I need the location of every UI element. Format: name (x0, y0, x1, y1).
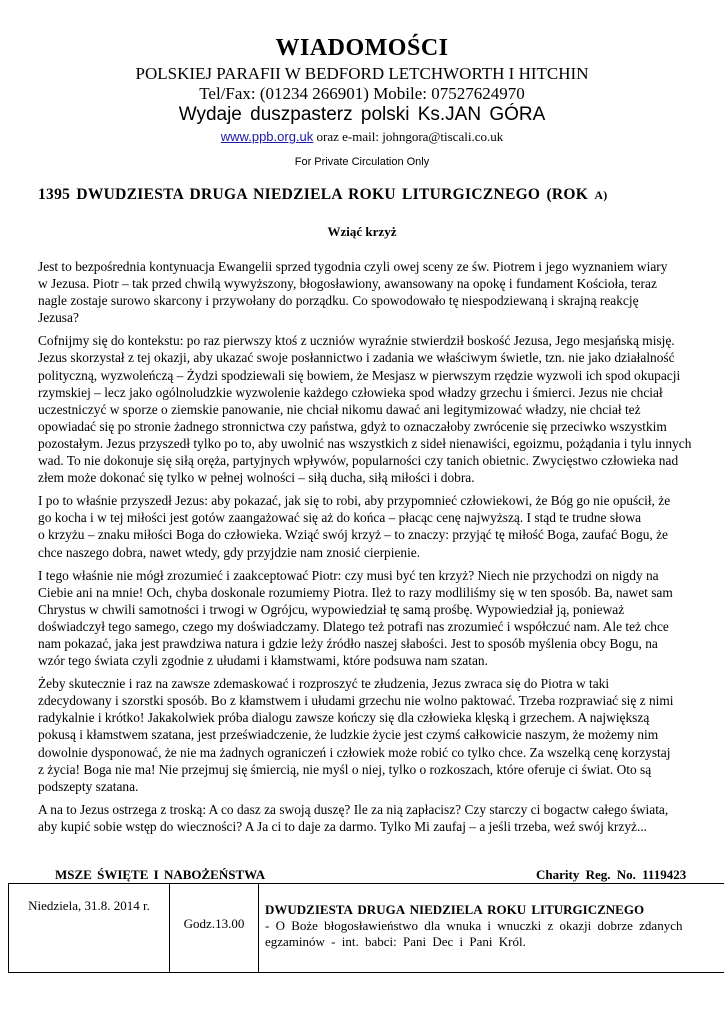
newsletter-title: WIADOMOŚCI (275, 35, 449, 61)
article-line: I tego właśnie nie mógł zrozumieć i zaakceptować Piotr: czy musi być ten krzyż? Niech nie przychodzi on nigdy na (38, 567, 659, 583)
article-line: Ciebie ani na mnie! Och, chyba doskonale rozumiemy Piotra. Ileż to razy modliliśmy się w ten sposób. Ba, nawet sam (38, 584, 673, 600)
schedule-time: Godz.13.00 (170, 884, 259, 973)
contact-links (0, 129, 724, 145)
article-paragraph (38, 801, 724, 835)
article-line: radykalnie i krótko! Jakakolwiek próba dialogu zawsze kończy się dla człowieka klęską i grzechem. A największą (38, 710, 650, 726)
article-line: nam pokazać, jaka jest prawdziwa natura i gdzie leży źródło naszej słabości. Jest to sposób myślenia obcy Bogu, na (38, 635, 658, 651)
article-line: go kocha i w tej miłości jest gotów zaangażować się aż do końca – płacąc cenę najwyższą. I stąd te trudne słowa (38, 510, 642, 526)
article-line: opowiadać się po stronie żadnego stronnictwa czy państwa, gdyż to oznaczałoby zwrócenie się przeciwko wszystkim (38, 418, 667, 434)
article-line: wad. To nie dokonuje się siłą oręża, partyjnych wpływów, popularności czy tanich obietnic. Zwycięstwo człowieka nad (38, 453, 679, 469)
schedule-date: Niedziela, 31.8. 2014 r. (9, 884, 170, 973)
article-paragraph (38, 258, 724, 326)
email-text: oraz e-mail: johngora@tiscali.co.uk (313, 129, 504, 144)
article-paragraph (38, 567, 724, 670)
article-line: Jezus skorzystał z tej okazji, aby ukazać swoje posłannictwo i zadania we właściwym świetle, tzn. nie jako działalność (38, 350, 675, 366)
issue-heading-suffix: A) (594, 188, 608, 202)
article-line: pozostałym. Jezus przyszedł tylko po to, aby uwolnić nas wszystkich z sideł nienawiści, egoizmu, pożądania i tylu innych (38, 435, 692, 451)
article-line: podszepty szatana. (38, 778, 139, 794)
article-line: w Jezusa. Piotr – tak przed chwilą wywyższony, błogosławiony, awansowany na opokę i fundament Kościoła, teraz (38, 276, 657, 292)
article-line: Jezusa? (38, 310, 79, 326)
schedule-intention: - O Boże błogosławieństwo dla wnuka i wnuczki z okazji dobrze zdanych (265, 918, 683, 933)
article-line: Żeby skutecznie i raz na zawsze zdemaskować i rozproszyć te złudzenia, Jezus zwraca się do Piotra w taki (38, 676, 610, 692)
article-line: o krzyżu – znaku miłości Boga do człowieka. Wziąć swój krzyż – to znaczy: przyjąć tę miłość Boga, zaufać Bogu, że (38, 527, 668, 543)
article-line: uczestniczyć w sporze o ziemskie panowanie, nie chciał nikomu dawać ani legitymizować władzy, nie chciał też (38, 401, 641, 417)
schedule-heading: MSZE ŚWIĘTE I NABOŻEŃSTWA (55, 867, 266, 882)
article-line: z życia! Boga nie ma! Nie przejmuj się śmiercią, nie myśl o niej, tylko o rozkoszach, które oferuje ci świat. Oto są (38, 761, 652, 777)
article-line: nagle zostaje surowo skarcony i przywołany do porządku. Co spowodowało tę niespodziewaną i skrajną reakcję (38, 293, 639, 309)
article-line: złem może dokonać się tylko w pełnej wolności – siłą ducha, siłą miłości i dobra. (38, 470, 475, 486)
article-title: Wziąć krzyż (327, 224, 397, 239)
article-line: dowolnie dysponować, że nie ma żadnych ograniczeń i człowiek może robić co tylko chce. Za wszelką cenę korzystaj (38, 744, 671, 760)
issue-heading (38, 186, 608, 204)
contact-phone: Tel/Fax: (01234 266901) Mobile: 07527624970 (199, 84, 525, 103)
article-line: rzymskiej – lecz jako ogólnoludzkie wyzwolenie każdego człowieka spod władzy grzechu i śmierci. Jezus nie chciał (38, 384, 663, 400)
charity-number: Charity Reg. No. 1119423 (536, 867, 687, 882)
table-row (9, 884, 724, 973)
article-line: zdecydowany i szorstki sposób. Bo z kłamstwem i ułudami grzechu nie wolno paktować. Trzeba rozprawiać się z nimi (38, 693, 674, 709)
article-line: pokusą i kłamstwem szatana, jest przeświadczenie, że ludzkie życie jest czymś całkowicie naszym, że możemy nim (38, 727, 659, 743)
article-line: Cofnijmy się do kontekstu: po raz pierwszy ktoś z uczniów wyraźnie stwierdził boskość Jezusa, Jego mesjańską misję. (38, 333, 675, 349)
article-line: polityczną, wyzwoleńczą – Żydzi spodziewali się bowiem, że Mesjasz w pierwszym rzędzie wyzwoli ich spod okupacji (38, 367, 681, 383)
schedule-table (8, 883, 724, 973)
publisher-line: Wydaje duszpasterz polski Ks.JAN GÓRA (178, 104, 546, 125)
article-line: Jest to bezpośrednia kontynuacja Ewangelii sprzed tygodnia czyli owej sceny ze św. Piotrem i jego wyznaniem wiary (38, 259, 668, 274)
article-line: wzór tego świata czyli zgodnie z ułudami i kłamstwami, które podsuwa nam szatan. (38, 653, 488, 669)
schedule-description (259, 884, 724, 973)
schedule-title: DWUDZIESTA DRUGA NIEDZIELA ROKU LITURGICZNEGO (265, 902, 645, 917)
article-body (38, 258, 724, 841)
article-line: Chrystus w chwili samotności i trwogi w Ogrójcu, wypowiedział tę samą prośbę. Wypowiedział ją, ponieważ (38, 601, 625, 617)
parish-name: POLSKIEJ PARAFII W BEDFORD LETCHWORTH I HITCHIN (135, 64, 589, 83)
issue-heading-text: 1395 DWUDZIESTA DRUGA NIEDZIELA ROKU LITURGICZNEGO (ROK (38, 186, 589, 203)
article-paragraph (38, 492, 724, 560)
article-line: A na to Jezus ostrzega z troską: A co dasz za swoją duszę? Ile za nią zapłacisz? Czy starczy ci bogactw całego świata, (38, 801, 669, 817)
article-line: aby kupić sobie wstęp do wieczności? A Ja ci to daje za darmo. Tylko Mi zaufaj – a jeśli trzeba, weź swój krzyż... (38, 818, 648, 834)
article-line: I po to właśnie przyszedł Jezus: aby pokazać, jak się to robi, aby przypomnieć człowiekowi, że Bóg go nie opuścił, że (38, 493, 671, 509)
schedule-intention-cont: egzaminów - int. babci: Pani Dec i Pani Król. (265, 934, 526, 949)
website-link[interactable]: www.ppb.org.uk (220, 129, 314, 144)
article-paragraph (38, 675, 724, 795)
article-line: chce naszego dobra, nawet wtedy, gdy przyjdzie nam znosić cierpienie. (38, 544, 421, 560)
private-circulation-note: For Private Circulation Only (294, 156, 430, 168)
article-paragraph (38, 332, 724, 486)
article-line: doświadczył tego samego, czego my doświadczamy. Dlatego też potrafi nas zrozumieć i współczuć nam. Ale też chce (38, 618, 669, 634)
